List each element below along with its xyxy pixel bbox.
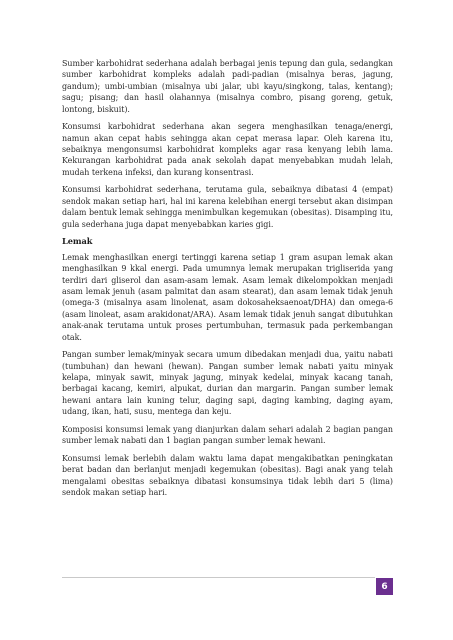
paragraph-fat-composition: Komposisi konsumsi lemak yang dianjurkan dalam sehari adalah 2 bagian pangan sumber lemak nabati dan 1 bagian pangan sumber lemak hewani. (62, 424, 393, 446)
paragraph-fat-excess: Konsumsi lemak berlebih dalam waktu lama dapat mengakibatkan peningkatan berat badan dan berlanjut menjadi kegemukan (obesitas). Bagi anak yang telah mengalami obesitas sebaiknya dibatasi konsumsinya tidak lebih dari 5 (lima) sendok makan setiap hari. (62, 453, 393, 498)
page-number-badge: 6 (376, 578, 393, 595)
paragraph-carb-sources: Sumber karbohidrat sederhana adalah berbagai jenis tepung dan gula, sedangkan sumber karbohidrat kompleks adalah padi-padian (misalnya beras, jagung, gandum); umbi-umbian (misalnya ubi jalar, ubi kayu/singkong, talas, kentang); sagu; pisang; dan hasil olahannya (misalnya combro, pisang goreng, getuk, lontong, biskuit). (62, 59, 393, 114)
footer-divider (62, 577, 375, 578)
section-heading-lemak: Lemak (62, 236, 93, 247)
paragraph-carb-consumption: Konsumsi karbohidrat sederhana akan segera menghasilkan tenaga/energi, namun akan cepat habis sehingga akan cepat merasa lapar. Oleh karena itu, sebaiknya mengonsumsi karbohidrat kompleks agar rasa kenyang lebih lama. Kekurangan karbohidrat pada anak sekolah dapat menyebabkan mudah lelah, mudah terkena infeksi, dan kurang konsentrasi. (62, 122, 393, 177)
paragraph-sugar-limit: Konsumsi karbohidrat sederhana, terutama gula, sebaiknya dibatasi 4 (empat) sendok makan setiap hari, hal ini karena kelebihan energi tersebut akan disimpan dalam bentuk lemak sehingga menimbulkan kegemukan (obesitas). Disamping itu, gula sederhana juga dapat menyebabkan karies gigi. (62, 185, 393, 229)
body-text (62, 58, 393, 505)
paragraph-fat-sources: Pangan sumber lemak/minyak secara umum dibedakan menjadi dua, yaitu nabati (tumbuhan) dan hewani (hewan). Pangan sumber lemak nabati yaitu minyak kelapa, minyak sawit, minyak jagung, minyak kedelai, minyak kacang tanah, berbagai kacang, kemiri, alpukat, durian dan margarin. Pangan sumber lemak hewani antara lain kuning telur, daging sapi, daging kambing, daging ayam, udang, ikan, hati, susu, mentega dan keju. (62, 350, 393, 417)
paragraph-fat-energy: Lemak menghasilkan energi tertinggi karena setiap 1 gram asupan lemak akan menghasilkan 9 kkal energi. Pada umumnya lemak merupakan trigliserida yang terdiri dari gliserol dan asam-asam lemak. Asam lemak dikelompokkan menjadi asam lemak jenuh (asam palmitat dan asam stearat), dan asam lemak tidak jenuh (omega-3 (misalnya asam linolenat, asam dokosaheksaenoat/DHA) dan omega-6 (asam linoleat, asam arakidonat/ARA). Asam lemak tidak jenuh sangat dibutuhkan anak-anak terutama untuk proses pertumbuhan, termasuk pada perkembangan otak. (62, 252, 393, 342)
